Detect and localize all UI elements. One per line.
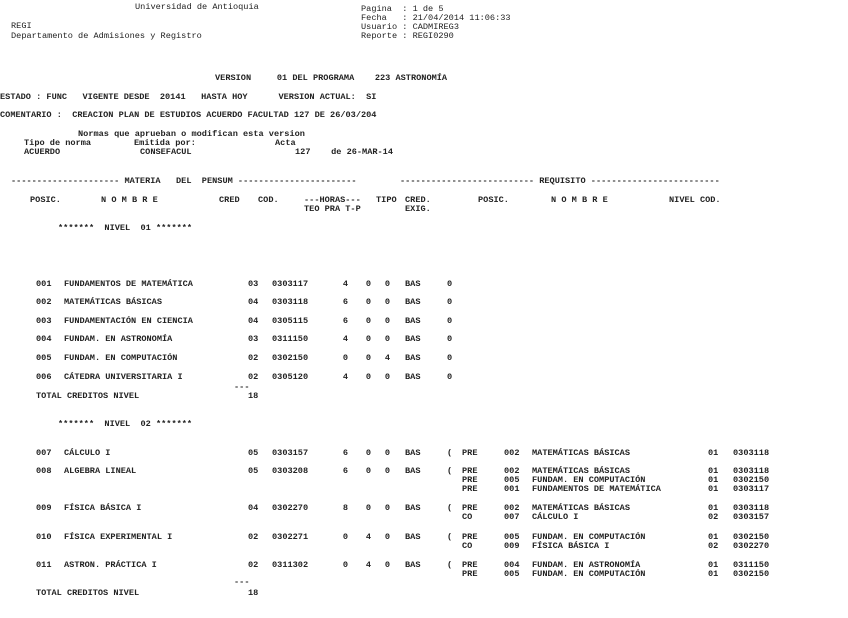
col-cod: COD. xyxy=(258,195,279,205)
hours-pra: 4 xyxy=(365,532,371,542)
col-req-nivel-cod: NIVEL COD. xyxy=(669,195,721,205)
course-code: 0302271 xyxy=(272,532,309,542)
course-type: BAS xyxy=(405,503,421,513)
course-position: 001 xyxy=(36,279,52,289)
requisite-name: FÍSICA BÁSICA I xyxy=(532,541,610,551)
hours-pra: 4 xyxy=(365,560,371,570)
course-code: 0305120 xyxy=(272,372,309,382)
col-horas: ---HORAS--- xyxy=(304,195,361,205)
course-name: CÁLCULO I xyxy=(64,448,111,458)
course-credits: 04 xyxy=(248,297,259,307)
credits-required: 0 xyxy=(447,316,453,326)
normas-title: Normas que aprueban o modifican esta version xyxy=(78,129,305,139)
course-code: 0303208 xyxy=(272,466,309,476)
credits-required: 0 xyxy=(447,372,453,382)
norma-tipo: ACUERDO xyxy=(24,147,61,157)
total-credits-value: 18 xyxy=(248,588,259,598)
course-name: FÍSICA EXPERIMENTAL I xyxy=(64,532,173,542)
col-posic: POSIC. xyxy=(30,195,61,205)
hours-tp: 0 xyxy=(384,316,390,326)
hours-pra: 0 xyxy=(365,279,371,289)
hours-teo: 0 xyxy=(342,560,348,570)
hours-teo: 6 xyxy=(342,297,348,307)
materia-banner: --------------------- MATERIA DEL PENSUM ----------------------- xyxy=(11,176,357,186)
hours-tp: 0 xyxy=(384,560,390,570)
hours-teo: 6 xyxy=(342,316,348,326)
total-credits-label: TOTAL CREDITOS NIVEL xyxy=(36,391,140,401)
requisite-level: 01 xyxy=(708,503,719,513)
department-name: Departamento de Admisiones y Registro xyxy=(11,31,202,41)
credits-required: 0 xyxy=(447,297,453,307)
hours-tp: 0 xyxy=(384,448,390,458)
course-name: FUNDAM. EN ASTRONOMÍA xyxy=(64,334,173,344)
course-name: ASTRON. PRÁCTICA I xyxy=(64,560,157,570)
course-name: FÍSICA BÁSICA I xyxy=(64,503,142,513)
requisite-type: PRE xyxy=(462,503,478,513)
hours-teo: 6 xyxy=(342,466,348,476)
requisite-code: 0303117 xyxy=(733,484,770,494)
total-separator: --- xyxy=(234,382,250,392)
course-type: BAS xyxy=(405,532,421,542)
page-number: Pagina : 1 de 5 xyxy=(361,4,444,14)
requisite-code: 0303157 xyxy=(733,512,770,522)
requisite-position: 009 xyxy=(504,541,520,551)
requisite-level: 01 xyxy=(708,560,719,570)
normas-header-tipo: Tipo de norma xyxy=(24,138,92,148)
course-type: BAS xyxy=(405,353,421,363)
requisite-name: MATEMÁTICAS BÁSICAS xyxy=(532,503,630,513)
course-code: 0303117 xyxy=(272,279,309,289)
hours-tp: 0 xyxy=(384,334,390,344)
requisite-name: FUNDAM. EN COMPUTACIÓN xyxy=(532,569,646,579)
course-position: 006 xyxy=(36,372,52,382)
course-position: 010 xyxy=(36,532,52,542)
requisite-code: 0303118 xyxy=(733,448,770,458)
requisite-code: 0303118 xyxy=(733,503,770,513)
comentario-line: COMENTARIO : CREACION PLAN DE ESTUDIOS ACUERDO FACULTAD 127 DE 26/03/204 xyxy=(0,110,377,120)
hours-tp: 4 xyxy=(384,353,390,363)
course-position: 007 xyxy=(36,448,52,458)
level-title: ******* NIVEL 02 ******* xyxy=(58,419,193,429)
requisite-type: PRE xyxy=(462,560,478,570)
requisite-name: FUNDAM. EN COMPUTACIÓN xyxy=(532,475,646,485)
course-credits: 02 xyxy=(248,532,259,542)
requisite-level: 01 xyxy=(708,569,719,579)
report-code: Reporte : REGI0290 xyxy=(361,31,454,41)
requisite-position: 002 xyxy=(504,448,520,458)
hours-teo: 4 xyxy=(342,279,348,289)
course-credits: 05 xyxy=(248,466,259,476)
requisite-code: 0302150 xyxy=(733,475,770,485)
col-cred-exig-1: CRED. xyxy=(405,195,431,205)
hours-tp: 0 xyxy=(384,532,390,542)
requisite-position: 007 xyxy=(504,512,520,522)
requisite-position: 001 xyxy=(504,484,520,494)
requisite-type: PRE xyxy=(462,569,478,579)
requisite-level: 02 xyxy=(708,512,719,522)
credits-required: ( xyxy=(447,503,453,513)
course-credits: 04 xyxy=(248,503,259,513)
hours-pra: 0 xyxy=(365,503,371,513)
course-position: 002 xyxy=(36,297,52,307)
credits-required: 0 xyxy=(447,279,453,289)
total-credits-value: 18 xyxy=(248,391,259,401)
total-separator: --- xyxy=(234,577,250,587)
hours-pra: 0 xyxy=(365,353,371,363)
course-name: FUNDAMENTOS DE MATEMÁTICA xyxy=(64,279,193,289)
estado-line: ESTADO : FUNC VIGENTE DESDE 20141 HASTA HOY VERSION ACTUAL: SI xyxy=(0,92,377,102)
course-type: BAS xyxy=(405,466,421,476)
credits-required: ( xyxy=(447,560,453,570)
hours-pra: 0 xyxy=(365,466,371,476)
hours-teo: 4 xyxy=(342,372,348,382)
report-date: Fecha : 21/04/2014 11:06:33 xyxy=(361,13,511,23)
course-type: BAS xyxy=(405,316,421,326)
normas-header-emitida: Emitida por: xyxy=(134,138,196,148)
level-title: ******* NIVEL 01 ******* xyxy=(58,223,193,233)
system-code: REGI xyxy=(11,21,32,31)
requisite-type: PRE xyxy=(462,475,478,485)
requisite-position: 002 xyxy=(504,466,520,476)
requisite-position: 002 xyxy=(504,503,520,513)
hours-teo: 0 xyxy=(342,353,348,363)
course-position: 004 xyxy=(36,334,52,344)
requisite-code: 0311150 xyxy=(733,560,770,570)
course-credits: 03 xyxy=(248,279,259,289)
course-name: CÁTEDRA UNIVERSITARIA I xyxy=(64,372,183,382)
credits-required: ( xyxy=(447,532,453,542)
credits-required: 0 xyxy=(447,353,453,363)
hours-pra: 0 xyxy=(365,448,371,458)
course-code: 0311302 xyxy=(272,560,309,570)
course-credits: 05 xyxy=(248,448,259,458)
hours-pra: 0 xyxy=(365,372,371,382)
requisite-level: 01 xyxy=(708,484,719,494)
requisite-level: 01 xyxy=(708,532,719,542)
course-credits: 02 xyxy=(248,372,259,382)
course-code: 0303157 xyxy=(272,448,309,458)
hours-tp: 0 xyxy=(384,466,390,476)
requisite-code: 0302150 xyxy=(733,532,770,542)
col-cred-exig-2: EXIG. xyxy=(405,204,431,214)
course-type: BAS xyxy=(405,334,421,344)
requisite-type: CO xyxy=(462,541,473,551)
requisite-position: 005 xyxy=(504,475,520,485)
course-type: BAS xyxy=(405,448,421,458)
requisite-code: 0303118 xyxy=(733,466,770,476)
requisite-level: 01 xyxy=(708,466,719,476)
course-position: 011 xyxy=(36,560,52,570)
hours-tp: 0 xyxy=(384,503,390,513)
course-code: 0311150 xyxy=(272,334,309,344)
hours-teo: 0 xyxy=(342,532,348,542)
requisite-name: CÁLCULO I xyxy=(532,512,579,522)
col-req-posic: POSIC. xyxy=(478,195,509,205)
report-user: Usuario : CADMIREG3 xyxy=(361,22,459,32)
requisite-name: FUNDAM. EN COMPUTACIÓN xyxy=(532,532,646,542)
requisite-name: FUNDAMENTOS DE MATEMÁTICA xyxy=(532,484,661,494)
course-code: 0302150 xyxy=(272,353,309,363)
credits-required: ( xyxy=(447,448,453,458)
requisite-type: PRE xyxy=(462,532,478,542)
hours-tp: 0 xyxy=(384,372,390,382)
course-position: 005 xyxy=(36,353,52,363)
normas-header-acta: Acta xyxy=(275,138,296,148)
hours-pra: 0 xyxy=(365,334,371,344)
course-name: MATEMÁTICAS BÁSICAS xyxy=(64,297,162,307)
requisite-level: 02 xyxy=(708,541,719,551)
requisite-type: PRE xyxy=(462,466,478,476)
course-position: 008 xyxy=(36,466,52,476)
requisite-type: CO xyxy=(462,512,473,522)
course-position: 009 xyxy=(36,503,52,513)
course-credits: 04 xyxy=(248,316,259,326)
credits-required: ( xyxy=(447,466,453,476)
col-req-nombre: N O M B R E xyxy=(551,195,608,205)
course-type: BAS xyxy=(405,560,421,570)
university-name: Universidad de Antioquia xyxy=(135,2,259,12)
col-tipo: TIPO xyxy=(376,195,397,205)
hours-teo: 8 xyxy=(342,503,348,513)
course-name: ALGEBRA LINEAL xyxy=(64,466,137,476)
requisite-position: 005 xyxy=(504,532,520,542)
total-credits-label: TOTAL CREDITOS NIVEL xyxy=(36,588,140,598)
credits-required: 0 xyxy=(447,334,453,344)
hours-pra: 0 xyxy=(365,316,371,326)
col-nombre: N O M B R E xyxy=(101,195,158,205)
requisite-name: MATEMÁTICAS BÁSICAS xyxy=(532,448,630,458)
version-line: VERSION 01 DEL PROGRAMA 223 ASTRONOMÍA xyxy=(215,73,448,83)
course-credits: 02 xyxy=(248,560,259,570)
course-credits: 02 xyxy=(248,353,259,363)
hours-teo: 4 xyxy=(342,334,348,344)
requisito-banner: -------------------------- REQUISITO ------------------------- xyxy=(400,176,720,186)
requisite-code: 0302150 xyxy=(733,569,770,579)
requisite-level: 01 xyxy=(708,475,719,485)
course-code: 0303118 xyxy=(272,297,309,307)
col-horas-sub: TEO PRA T-P xyxy=(304,204,361,214)
hours-pra: 0 xyxy=(365,297,371,307)
norma-emitida: CONSEFACUL xyxy=(140,147,192,157)
course-type: BAS xyxy=(405,279,421,289)
requisite-name: MATEMÁTICAS BÁSICAS xyxy=(532,466,630,476)
course-name: FUNDAM. EN COMPUTACIÓN xyxy=(64,353,178,363)
requisite-position: 004 xyxy=(504,560,520,570)
norma-acta: 127 de 26-MAR-14 xyxy=(295,147,393,157)
requisite-name: FUNDAM. EN ASTRONOMÍA xyxy=(532,560,641,570)
requisite-type: PRE xyxy=(462,484,478,494)
requisite-level: 01 xyxy=(708,448,719,458)
requisite-code: 0302270 xyxy=(733,541,770,551)
col-cred: CRED xyxy=(219,195,240,205)
course-type: BAS xyxy=(405,372,421,382)
course-position: 003 xyxy=(36,316,52,326)
course-credits: 03 xyxy=(248,334,259,344)
requisite-position: 005 xyxy=(504,569,520,579)
requisite-type: PRE xyxy=(462,448,478,458)
course-code: 0305115 xyxy=(272,316,309,326)
hours-tp: 0 xyxy=(384,279,390,289)
course-code: 0302270 xyxy=(272,503,309,513)
course-name: FUNDAMENTACIÓN EN CIENCIA xyxy=(64,316,193,326)
hours-teo: 6 xyxy=(342,448,348,458)
hours-tp: 0 xyxy=(384,297,390,307)
course-type: BAS xyxy=(405,297,421,307)
